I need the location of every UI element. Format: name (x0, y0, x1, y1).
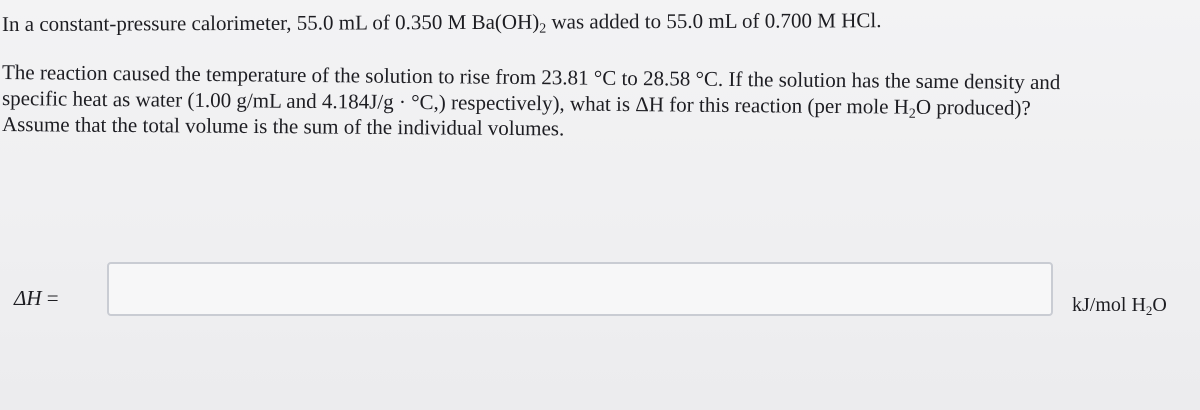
question-line-4: Assume that the total volume is the sum of the individual volumes. (1, 112, 565, 141)
answer-row (0, 258, 1200, 328)
subscript: 2 (539, 21, 547, 37)
delta-h-label (14, 286, 59, 311)
question-text (1, 8, 1192, 141)
unit-text: kJ/mol H (1072, 294, 1146, 316)
question-line-1 (2, 9, 1192, 35)
question-line-3-text-end: O produced)? (915, 94, 1031, 120)
equals-sign: = (41, 286, 59, 310)
question-line-1-text: In a constant-pressure calorimeter, 55.0 mL of 0.350 M Ba(OH) (1, 9, 540, 36)
delta-h-symbol: ΔH (14, 286, 42, 310)
question-line-3-text: specific heat as water (1.00 g/mL and 4.184J/g · °C,) respectively), what is ΔH for this reaction (per mole H (1, 86, 910, 119)
unit-text-end: O (1152, 294, 1167, 316)
unit-label (1072, 294, 1167, 317)
question-line-1-text-end: was added to 55.0 mL of 0.700 M HCl. (546, 8, 882, 34)
subscript: 2 (908, 106, 916, 122)
question-line-2: The reaction caused the temperature of the solution to rise from 23.81 °C to 28.58 °C. If the solution has the same density and (1, 60, 1061, 95)
delta-h-answer-input[interactable] (107, 262, 1053, 316)
unit-subscript: 2 (1145, 303, 1153, 318)
